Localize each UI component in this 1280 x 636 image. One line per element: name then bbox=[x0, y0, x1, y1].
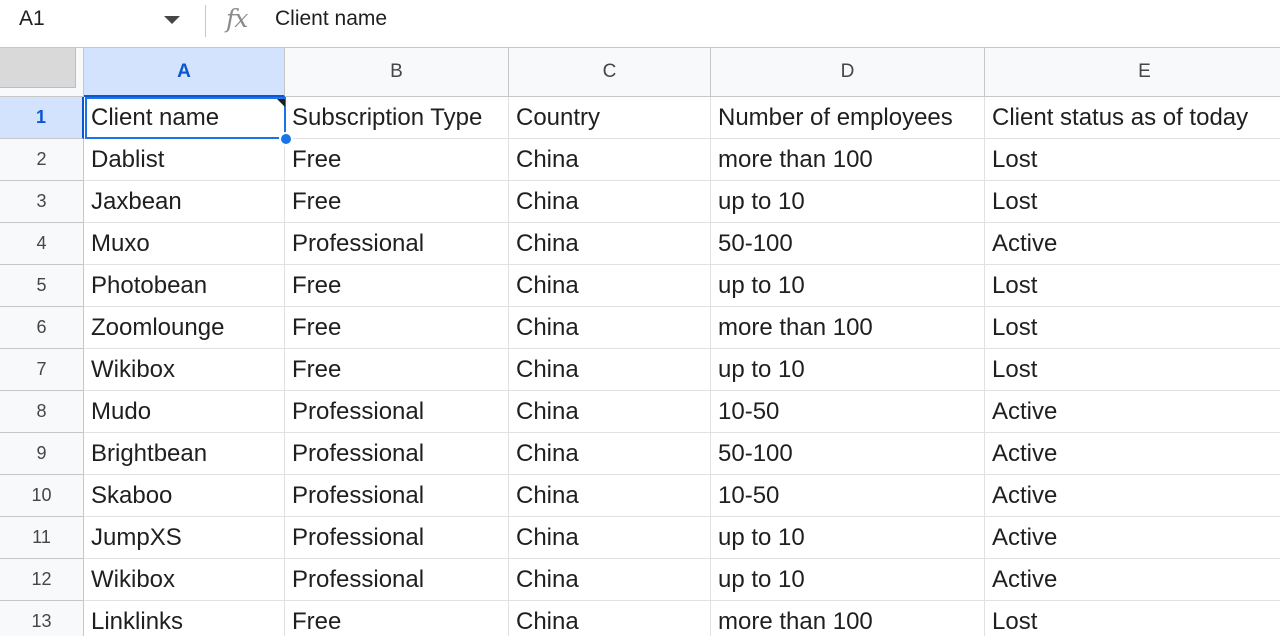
row-header-4[interactable]: 4 bbox=[0, 223, 84, 265]
cell-c5[interactable]: China bbox=[509, 265, 711, 307]
cell-a4[interactable]: Muxo bbox=[84, 223, 285, 265]
select-all-corner-inner[interactable] bbox=[0, 48, 76, 88]
cell-d2[interactable]: more than 100 bbox=[711, 139, 985, 181]
cell-e4[interactable]: Active bbox=[985, 223, 1280, 265]
cell-d9[interactable]: 50-100 bbox=[711, 433, 985, 475]
cell-a6[interactable]: Zoomlounge bbox=[84, 307, 285, 349]
cell-a1[interactable]: Client name bbox=[84, 97, 285, 139]
row-header-3[interactable]: 3 bbox=[0, 181, 84, 223]
cell-c1[interactable]: Country bbox=[509, 97, 711, 139]
cell-d8[interactable]: 10-50 bbox=[711, 391, 985, 433]
row-header-2[interactable]: 2 bbox=[0, 139, 84, 181]
name-box[interactable] bbox=[0, 0, 196, 40]
cell-c2[interactable]: China bbox=[509, 139, 711, 181]
column-header-e[interactable]: E bbox=[985, 48, 1280, 97]
cell-b2[interactable]: Free bbox=[285, 139, 509, 181]
cell-e13[interactable]: Lost bbox=[985, 601, 1280, 636]
cell-e6[interactable]: Lost bbox=[985, 307, 1280, 349]
cell-b10[interactable]: Professional bbox=[285, 475, 509, 517]
cell-e7[interactable]: Lost bbox=[985, 349, 1280, 391]
cell-a2[interactable]: Dablist bbox=[84, 139, 285, 181]
formula-input[interactable]: Client name bbox=[275, 7, 388, 30]
cell-b9[interactable]: Professional bbox=[285, 433, 509, 475]
cell-d3[interactable]: up to 10 bbox=[711, 181, 985, 223]
spreadsheet-grid bbox=[0, 48, 1280, 636]
cell-b1[interactable]: Subscription Type bbox=[285, 97, 509, 139]
formula-bar bbox=[0, 0, 1280, 48]
row-header-5[interactable]: 5 bbox=[0, 265, 84, 307]
cell-c7[interactable]: China bbox=[509, 349, 711, 391]
cell-c8[interactable]: China bbox=[509, 391, 711, 433]
cell-a13[interactable]: Linklinks bbox=[84, 601, 285, 636]
cell-note-indicator[interactable] bbox=[277, 99, 285, 107]
cell-e10[interactable]: Active bbox=[985, 475, 1280, 517]
fill-handle[interactable] bbox=[279, 132, 293, 146]
cell-d13[interactable]: more than 100 bbox=[711, 601, 985, 636]
row-header-7[interactable]: 7 bbox=[0, 349, 84, 391]
cell-c11[interactable]: China bbox=[509, 517, 711, 559]
cell-d10[interactable]: 10-50 bbox=[711, 475, 985, 517]
row-header-9[interactable]: 9 bbox=[0, 433, 84, 475]
cell-a11[interactable]: JumpXS bbox=[84, 517, 285, 559]
cell-e1[interactable]: Client status as of today bbox=[985, 97, 1280, 139]
cell-d11[interactable]: up to 10 bbox=[711, 517, 985, 559]
cell-a8[interactable]: Mudo bbox=[84, 391, 285, 433]
cell-c10[interactable]: China bbox=[509, 475, 711, 517]
cell-c9[interactable]: China bbox=[509, 433, 711, 475]
row-header-12[interactable]: 12 bbox=[0, 559, 84, 601]
cell-b8[interactable]: Professional bbox=[285, 391, 509, 433]
cell-d4[interactable]: 50-100 bbox=[711, 223, 985, 265]
cell-c13[interactable]: China bbox=[509, 601, 711, 636]
cell-b13[interactable]: Free bbox=[285, 601, 509, 636]
cell-b6[interactable]: Free bbox=[285, 307, 509, 349]
column-header-a[interactable]: A bbox=[84, 48, 285, 97]
cell-c4[interactable]: China bbox=[509, 223, 711, 265]
cell-d6[interactable]: more than 100 bbox=[711, 307, 985, 349]
cell-e8[interactable]: Active bbox=[985, 391, 1280, 433]
name-box-value[interactable]: A1 bbox=[19, 7, 45, 30]
row-header-11[interactable]: 11 bbox=[0, 517, 84, 559]
name-box-dropdown-icon[interactable] bbox=[164, 16, 180, 24]
cell-c12[interactable]: China bbox=[509, 559, 711, 601]
row-header-6[interactable]: 6 bbox=[0, 307, 84, 349]
cell-d7[interactable]: up to 10 bbox=[711, 349, 985, 391]
cell-d5[interactable]: up to 10 bbox=[711, 265, 985, 307]
cell-a12[interactable]: Wikibox bbox=[84, 559, 285, 601]
cell-a5[interactable]: Photobean bbox=[84, 265, 285, 307]
cell-c3[interactable]: China bbox=[509, 181, 711, 223]
row-header-10[interactable]: 10 bbox=[0, 475, 84, 517]
row-header-1[interactable]: 1 bbox=[0, 97, 84, 139]
column-header-b[interactable]: B bbox=[285, 48, 509, 97]
cell-e11[interactable]: Active bbox=[985, 517, 1280, 559]
cell-c6[interactable]: China bbox=[509, 307, 711, 349]
cell-e2[interactable]: Lost bbox=[985, 139, 1280, 181]
fx-icon: fx bbox=[226, 4, 248, 33]
cell-b5[interactable]: Free bbox=[285, 265, 509, 307]
cell-e9[interactable]: Active bbox=[985, 433, 1280, 475]
cell-d1[interactable]: Number of employees bbox=[711, 97, 985, 139]
cell-a7[interactable]: Wikibox bbox=[84, 349, 285, 391]
cell-b4[interactable]: Professional bbox=[285, 223, 509, 265]
cell-e3[interactable]: Lost bbox=[985, 181, 1280, 223]
cell-e5[interactable]: Lost bbox=[985, 265, 1280, 307]
cell-b11[interactable]: Professional bbox=[285, 517, 509, 559]
cell-d12[interactable]: up to 10 bbox=[711, 559, 985, 601]
select-all-corner[interactable] bbox=[0, 48, 84, 97]
row-header-13[interactable]: 13 bbox=[0, 601, 84, 636]
cell-b7[interactable]: Free bbox=[285, 349, 509, 391]
cell-e12[interactable]: Active bbox=[985, 559, 1280, 601]
cell-a10[interactable]: Skaboo bbox=[84, 475, 285, 517]
cell-b12[interactable]: Professional bbox=[285, 559, 509, 601]
cell-b3[interactable]: Free bbox=[285, 181, 509, 223]
cell-a3[interactable]: Jaxbean bbox=[84, 181, 285, 223]
formula-bar-divider bbox=[205, 5, 206, 37]
cell-a9[interactable]: Brightbean bbox=[84, 433, 285, 475]
row-header-8[interactable]: 8 bbox=[0, 391, 84, 433]
column-header-d[interactable]: D bbox=[711, 48, 985, 97]
column-header-c[interactable]: C bbox=[509, 48, 711, 97]
